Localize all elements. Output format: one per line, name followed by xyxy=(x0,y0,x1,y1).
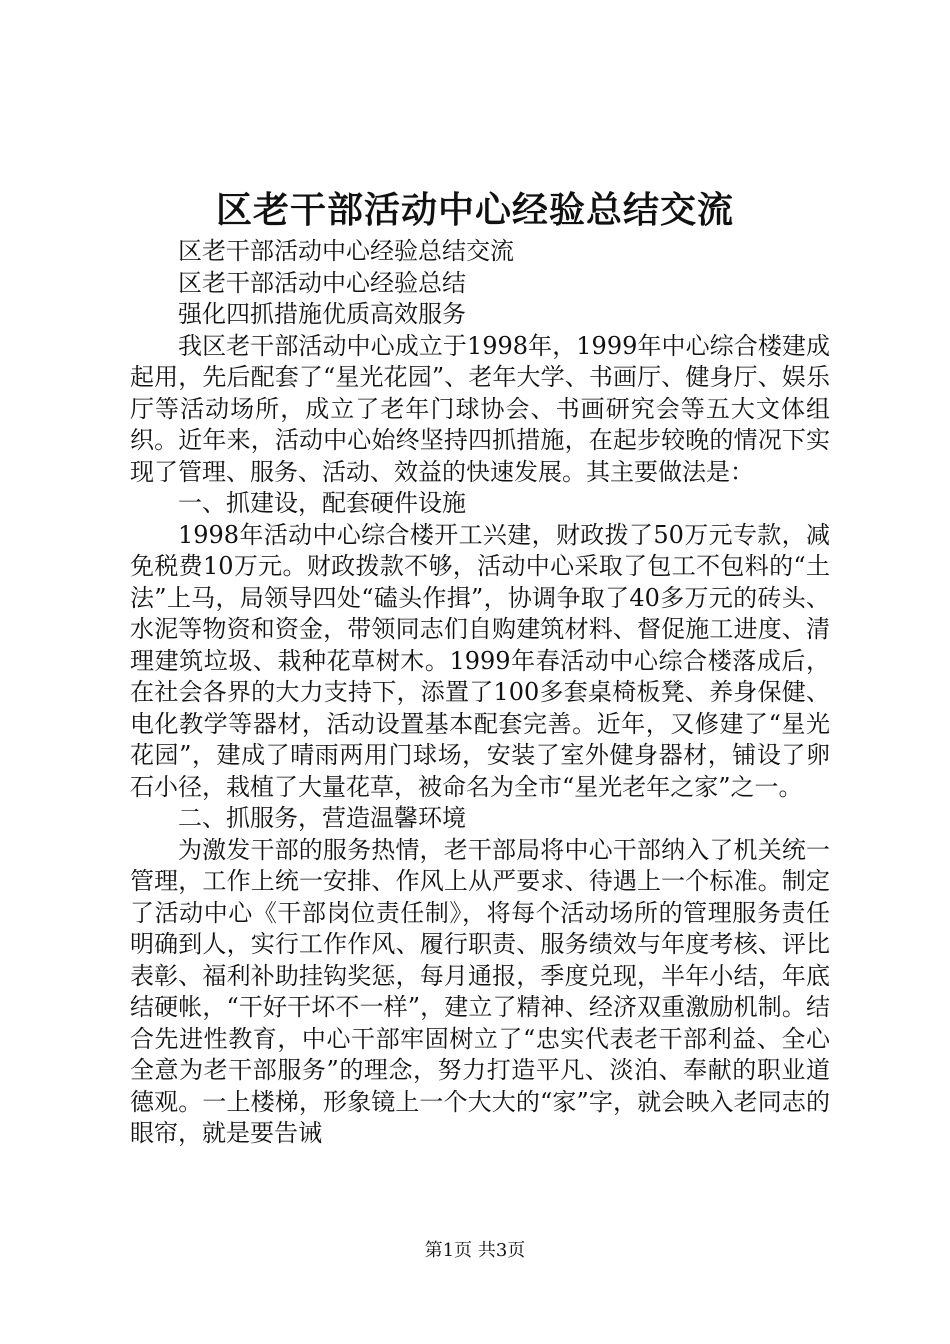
section-heading-1: 一、抓建设，配套硬件设施 xyxy=(178,489,466,517)
paragraph-theme: 强化四抓措施优质高效服务 xyxy=(178,300,466,328)
paragraph-heading: 区老干部活动中心经验总结交流 xyxy=(178,237,514,265)
section-heading-2: 二、抓服务，营造温馨环境 xyxy=(178,804,466,832)
paragraph-subheading: 区老干部活动中心经验总结 xyxy=(178,268,466,297)
document-title: 区老干部活动中心经验总结交流 xyxy=(215,189,734,231)
paragraph-section-2: 为激发干部的服务热情，老干部局将中心干部纳入了机关统一管理，工作上统一安排、作风上从严要求、待遇上一个标准。制定了活动中心《干部岗位责任制》，将每个活动场所的管理服务责任明确到人，实行工作作风、履行职责、服务绩效与年度考核、评比表彰、福利补助挂钩奖惩，每月通报，季度兑现，半年小结，年底结硬帐，“干好干坏不一样”，建立了精神、经济双重激励机制。结合先进性教育，中心干部牢固树立了“忠实代表老干部利益、全心全意为老干部服务”的理念，努力打造平凡、淡泊、奉献的职业道德观。一上楼梯，形象镜上一个大大的“家”字，就会映入老同志的眼帘，就是要告诫 xyxy=(130,835,830,1147)
document-body xyxy=(130,236,830,1150)
page-footer: 第1页 共3页 xyxy=(424,1240,526,1261)
paragraph-intro: 我区老干部活动中心成立于1998年，1999年中心综合楼建成起用，先后配套了“星光花园”、老年大学、书画厅、健身厅、娱乐厅等活动场所，成立了老年门球协会、书画研究会等五大文体组织。近年来，活动中心始终坚持四抓措施，在起步较晚的情况下实现了管理、服务、活动、效益的快速发展。其主要做法是： xyxy=(130,331,830,486)
paragraph-section-1: 1998年活动中心综合楼开工兴建，财政拨了50万元专款，减免税费10万元。财政拨款不够，活动中心采取了包工不包料的“土法”上马，局领导四处“磕头作揖”，协调争取了40多万元的砖头、水泥等物资和资金，带领同志们自购建筑材料、督促施工进度、清理建筑垃圾、栽种花草树木。1999年春活动中心综合楼落成后，在社会各界的大力支持下，添置了100多套桌椅板凳、养身保健、电化教学等器材，活动设置基本配套完善。近年，又修建了“星光花园”，建成了晴雨两用门球场，安装了室外健身器材，铺设了卵石小径，栽植了大量花草，被命名为全市“星光老年之家”之一。 xyxy=(130,520,830,801)
